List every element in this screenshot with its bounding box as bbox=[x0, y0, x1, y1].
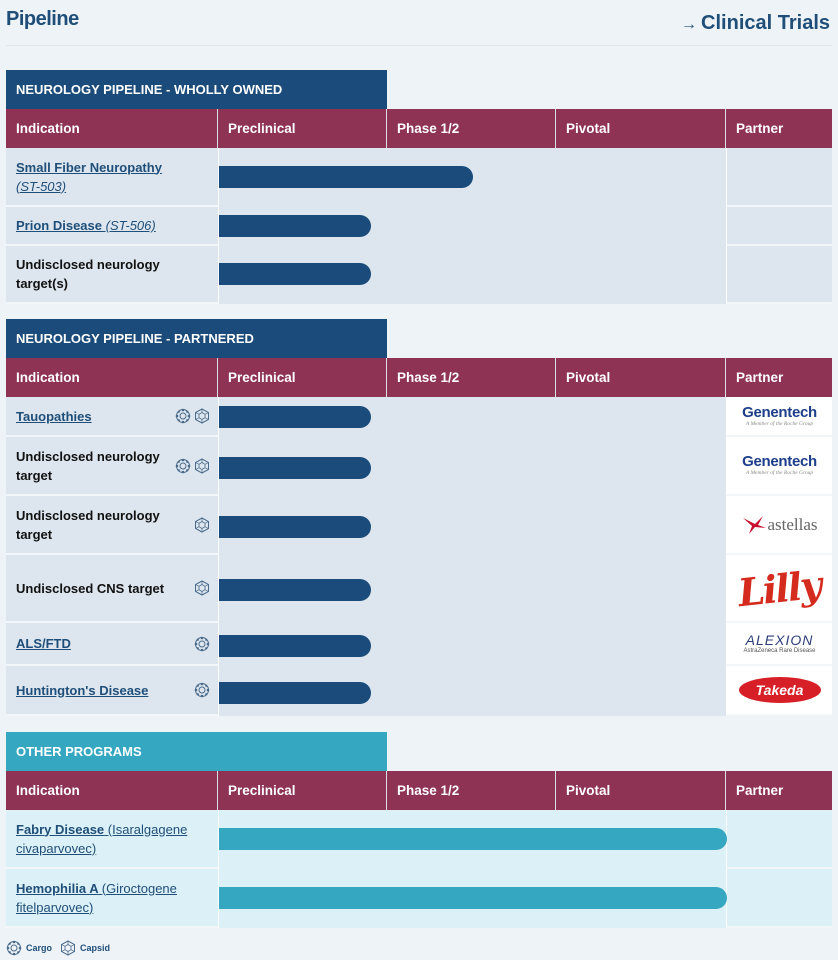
cargo-icon bbox=[194, 636, 210, 652]
capsid-icon bbox=[194, 458, 210, 474]
progress-bar bbox=[219, 516, 371, 538]
table-header bbox=[6, 358, 832, 397]
section-banner: NEUROLOGY PIPELINE - WHOLLY OWNED bbox=[6, 70, 387, 109]
takeda-logo: Takeda bbox=[739, 677, 821, 703]
astellas-logo: astellas bbox=[741, 514, 817, 536]
progress-bar bbox=[219, 635, 371, 657]
genentech-logo: Genentech A Member of the Roche Group bbox=[742, 403, 817, 427]
indication-label: Undisclosed neurology target(s) bbox=[16, 257, 160, 291]
table-row bbox=[6, 555, 218, 623]
section-wholly-owned bbox=[6, 70, 832, 304]
legend bbox=[6, 940, 110, 956]
partner-cell bbox=[726, 666, 832, 716]
indication-link[interactable]: Prion Disease (ST-506) bbox=[16, 218, 156, 233]
capsid-icon bbox=[194, 517, 210, 533]
col-pivotal: Pivotal bbox=[556, 771, 726, 810]
col-phase: Phase 1/2 bbox=[387, 771, 556, 810]
divider bbox=[6, 45, 832, 46]
progress-bar bbox=[219, 263, 371, 285]
partner-cell bbox=[726, 246, 832, 304]
capsid-icon bbox=[60, 940, 76, 956]
table-row bbox=[6, 148, 218, 207]
stage-track bbox=[218, 810, 726, 928]
cargo-icon bbox=[175, 408, 191, 424]
col-indication: Indication bbox=[6, 771, 218, 810]
col-partner: Partner bbox=[736, 370, 784, 385]
table-row bbox=[6, 246, 218, 304]
partner-cell bbox=[726, 555, 832, 623]
indication-label: Undisclosed CNS target bbox=[16, 580, 165, 596]
indication-link[interactable]: Huntington's Disease bbox=[16, 682, 149, 698]
progress-bar bbox=[219, 166, 473, 188]
progress-bar bbox=[219, 215, 371, 237]
table-row bbox=[6, 207, 218, 246]
stage-track bbox=[218, 148, 726, 304]
col-phase: Phase 1/2 bbox=[387, 109, 556, 148]
genentech-logo: Genentech A Member of the Roche Group bbox=[742, 453, 817, 477]
progress-bar bbox=[219, 887, 727, 909]
progress-bar bbox=[219, 579, 371, 601]
partner-cell bbox=[726, 496, 832, 555]
section-other-programs bbox=[6, 732, 832, 928]
table-row bbox=[6, 397, 218, 437]
col-pivotal: Pivotal bbox=[556, 358, 726, 397]
partner-cell bbox=[726, 623, 832, 666]
cargo-icon bbox=[194, 682, 210, 698]
table-row bbox=[6, 496, 218, 555]
col-preclinical: Preclinical bbox=[218, 771, 387, 810]
indication-label: Undisclosed neurology target bbox=[16, 448, 160, 483]
astellas-star-icon bbox=[741, 514, 767, 536]
partner-cell bbox=[726, 148, 832, 207]
table-row bbox=[6, 810, 218, 869]
table-row bbox=[6, 869, 218, 928]
partner-cell bbox=[726, 397, 832, 437]
legend-cargo-label: Cargo bbox=[26, 943, 53, 953]
partner-cell bbox=[726, 437, 832, 496]
capsid-icon bbox=[194, 408, 210, 424]
col-pivotal: Pivotal bbox=[556, 109, 726, 148]
capsid-icon bbox=[194, 580, 210, 596]
section-banner: NEUROLOGY PIPELINE - PARTNERED bbox=[6, 319, 387, 358]
cargo-icon bbox=[175, 458, 191, 474]
partner-cell bbox=[726, 869, 832, 928]
table-header bbox=[6, 109, 832, 148]
col-preclinical: Preclinical bbox=[218, 358, 387, 397]
arrow-right-icon: → bbox=[681, 16, 698, 33]
col-indication: Indication bbox=[6, 109, 218, 148]
indication-label: Undisclosed neurology target bbox=[16, 507, 160, 542]
progress-bar bbox=[219, 406, 371, 428]
section-partnered bbox=[6, 319, 832, 716]
lilly-logo: Lilly bbox=[736, 561, 823, 615]
alexion-logo: ALEXION AstraZeneca Rare Disease bbox=[743, 632, 816, 654]
clinical-trials-label: Clinical Trials bbox=[701, 12, 830, 34]
progress-bar bbox=[219, 828, 727, 850]
col-preclinical: Preclinical bbox=[218, 109, 387, 148]
col-phase: Phase 1/2 bbox=[387, 358, 556, 397]
col-partner: Partner bbox=[736, 783, 784, 798]
partner-cell bbox=[726, 207, 832, 246]
indication-link[interactable]: Fabry Disease (Isaralgagene civaparvovec) bbox=[16, 821, 188, 856]
partner-cell bbox=[726, 810, 832, 869]
indication-link[interactable]: Tauopathies bbox=[16, 408, 92, 424]
indication-link[interactable]: Hemophilia A (Giroctogene fitelparvovec) bbox=[16, 880, 177, 915]
table-header bbox=[6, 771, 832, 810]
progress-bar bbox=[219, 682, 371, 704]
table-row bbox=[6, 437, 218, 496]
progress-bar bbox=[219, 457, 371, 479]
col-indication: Indication bbox=[6, 358, 218, 397]
col-partner: Partner bbox=[736, 121, 784, 136]
legend-capsid-label: Capsid bbox=[80, 943, 111, 953]
cargo-icon bbox=[6, 940, 22, 956]
indication-link[interactable]: ALS/FTD bbox=[16, 636, 71, 651]
indication-link[interactable]: Small Fiber Neuropathy (ST-503) bbox=[16, 159, 162, 194]
section-banner: OTHER PROGRAMS bbox=[6, 732, 387, 771]
table-row bbox=[6, 666, 218, 716]
clinical-trials-link[interactable] bbox=[681, 12, 830, 35]
page-title: Pipeline bbox=[6, 8, 79, 30]
stage-track bbox=[218, 397, 726, 716]
table-row bbox=[6, 623, 218, 666]
